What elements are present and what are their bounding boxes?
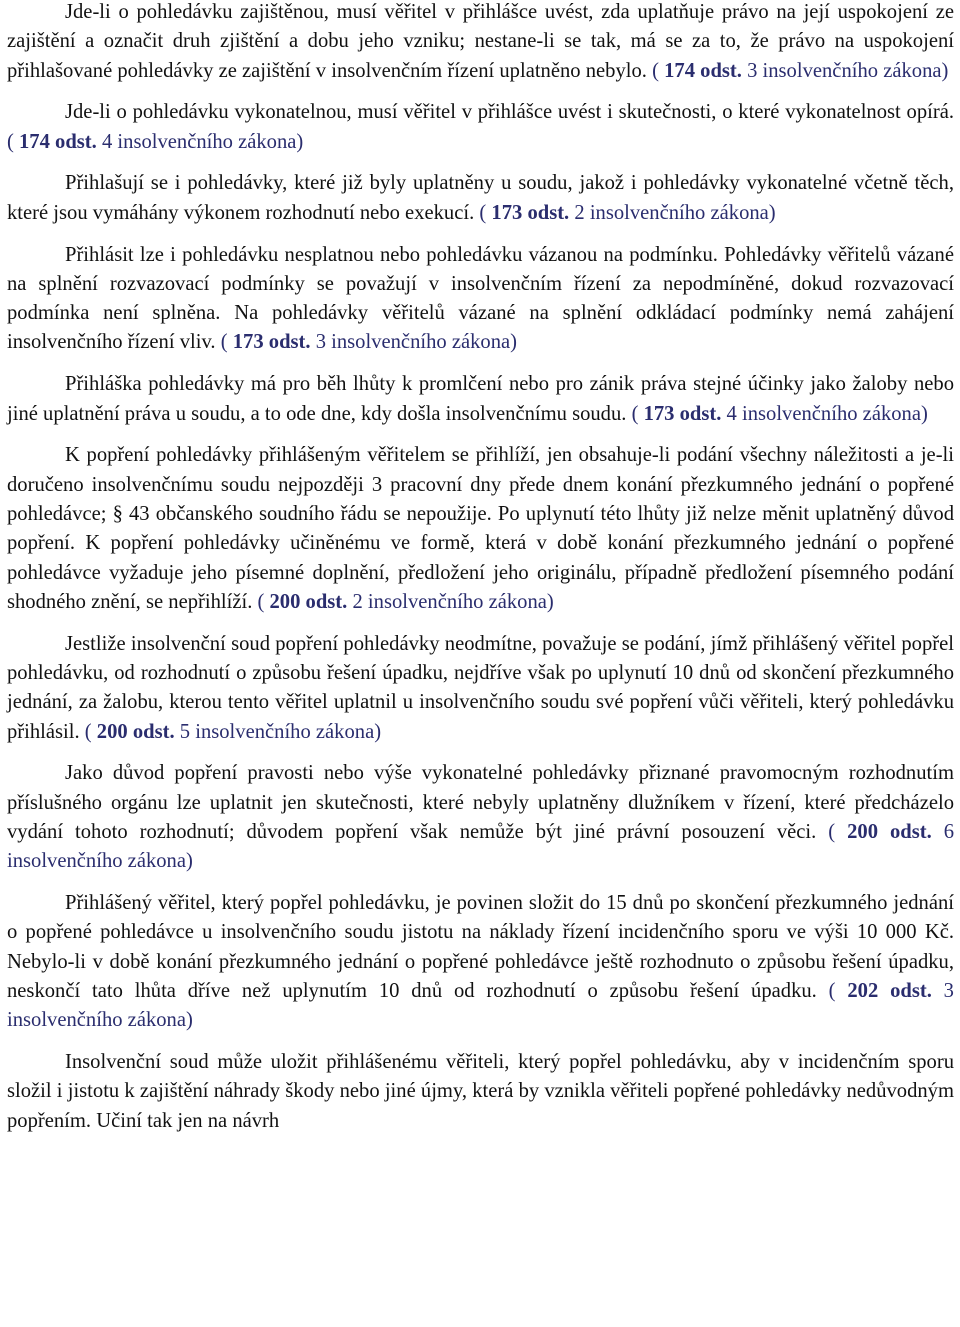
law-reference[interactable]: ( 173 odst. 4 insolvenčního zákona) xyxy=(631,402,928,425)
paragraph-text: Přihláška pohledávky má pro běh lhůty k promlčení nebo pro zánik práva stejné účinky jako žaloby nebo jiné uplatnění práva u soudu, a to ode dne, kdy došla insolvenčnímu soudu. xyxy=(7,373,954,425)
law-reference[interactable]: ( 173 odst. 2 insolvenčního zákona) xyxy=(479,201,776,224)
paragraph-text: Jako důvod popření pravosti nebo výše vykonatelné pohledávky přiznané pravomocným rozhodnutím příslušného orgánu lze uplatnit jen skutečnosti, které nebyly uplatněny dlužníkem v řízení, které předcházelo vydání tohoto rozhodnutí; důvodem popření však nemůže být jiné právní posouzení věci. xyxy=(7,762,954,843)
law-reference[interactable]: ( 200 odst. 5 insolvenčního zákona) xyxy=(84,720,382,743)
paragraph-damage-security xyxy=(7,1048,954,1136)
paragraph-security-deposit xyxy=(7,889,954,1035)
paragraph-text: Přihlášený věřitel, který popřel pohledávku, je povinen složit do 15 dnů po skončení přezkumného jednání o popřené pohledávce u insolvenčního soudu jistotu na náklady řízení incidenčního sporu ve výši 10 000 Kč. Nebylo-li v době konání přezkumného jednání o popřené pohledávce ještě rozhodnuto o způsobu řešení úpadku, neskončí tato lhůta dříve než uplynutím 10 dnů od rozhodnutí o způsobu řešení úpadku. xyxy=(7,892,954,1002)
paragraph-text: Jestliže insolvenční soud popření pohledávky neodmítne, považuje se podání, jímž přihlášený věřitel popřel pohledávku, od rozhodnutí o způsobu řešení úpadku, nejdříve však po uplynutí 10 dnů od skončení přezkumného jednání, za žalobu, kterou tento věřitel uplatnil u insolvenčního soudu své popření vůči věřiteli, který pohledávku přihlásil. xyxy=(7,632,954,743)
paragraph-denial-as-lawsuit xyxy=(7,630,954,747)
paragraph-limitation-effects xyxy=(7,370,954,429)
paragraph-text: Insolvenční soud může uložit přihlášenému věřiteli, který popřel pohledávku, aby v incidenčním sporu složil i jistotu k zajištění náhrady škody nebo jiné újmy, která by vznikla věřiteli popřené pohledávky nedůvodným popřením. Učiní tak jen na návrh xyxy=(7,1051,954,1132)
paragraph-text: Přihlašují se i pohledávky, které již byly uplatněny u soudu, jakož i pohledávky vykonatelné včetně těch, které jsou vymáhány výkonem rozhodnutí nebo exekucí. xyxy=(7,172,954,224)
law-reference[interactable]: ( 174 odst. 4 insolvenčního zákona) xyxy=(7,130,304,153)
paragraph-secured-claim xyxy=(7,0,954,86)
paragraph-claims-filed-at-court xyxy=(7,169,954,228)
paragraph-denial-requirements xyxy=(7,441,954,617)
law-reference[interactable]: ( 200 odst. 6 insolvenčního zákona) xyxy=(7,820,954,873)
paragraph-text: Jde-li o pohledávku zajištěnou, musí věřitel v přihlášce uvést, zda uplatňuje právo na její uspokojení ze zajištění a označit druh zjištění a dobu jeho vzniku; nestane-li se tak, má se za to, že právo na uspokojení přihlašované pohledávky ze zajištění v insolvenčním řízení uplatněno nebylo. xyxy=(7,1,954,82)
law-reference[interactable]: ( 202 odst. 3 insolvenčního zákona) xyxy=(7,979,954,1032)
paragraph-text: Jde-li o pohledávku vykonatelnou, musí věřitel v přihlášce uvést i skutečnosti, o které vykonatelnost opírá. xyxy=(65,101,954,124)
paragraph-conditional-claims xyxy=(7,241,954,358)
paragraph-text: Přihlásit lze i pohledávku nesplatnou nebo pohledávku vázanou na podmínku. Pohledávky věřitelů vázané na splnění rozvazovací podmínky se považují v insolvenčním řízení za nepodmíněné, dokud rozvazovací podmínka není splněna. Na pohledávky věřitelů vázané na splnění odkládací podmínky nemá zahájení insolvenčního řízení vliv. xyxy=(7,243,954,354)
law-reference[interactable]: ( 174 odst. 3 insolvenčního zákona) xyxy=(652,59,949,82)
paragraph-denial-grounds xyxy=(7,759,954,876)
paragraph-text: K popření pohledávky přihlášeným věřitelem se přihlíží, jen obsahuje-li podání všechny náležitosti a je-li doručeno insolvenčnímu soudu nejpozději 3 pracovní dny přede dnem konání přezkumného jednání o popřené pohledávce; § 43 občanského soudního řádu se nepoužije. Po uplynutí této lhůty již nelze měnit uplatněný důvod popření. K popření pohledávky učiněnému ve formě, která v době konání přezkumného jednání o popřené pohledávce vyžaduje jeho písemné doplnění, předložení jeho originálu, případně předložení písemného podání shodného znění, se nepřihlíží. xyxy=(7,444,954,613)
law-reference[interactable]: ( 200 odst. 2 insolvenčního zákona) xyxy=(257,590,554,613)
law-reference[interactable]: ( 173 odst. 3 insolvenčního zákona) xyxy=(220,331,517,354)
paragraph-enforceable-claim xyxy=(7,98,954,157)
